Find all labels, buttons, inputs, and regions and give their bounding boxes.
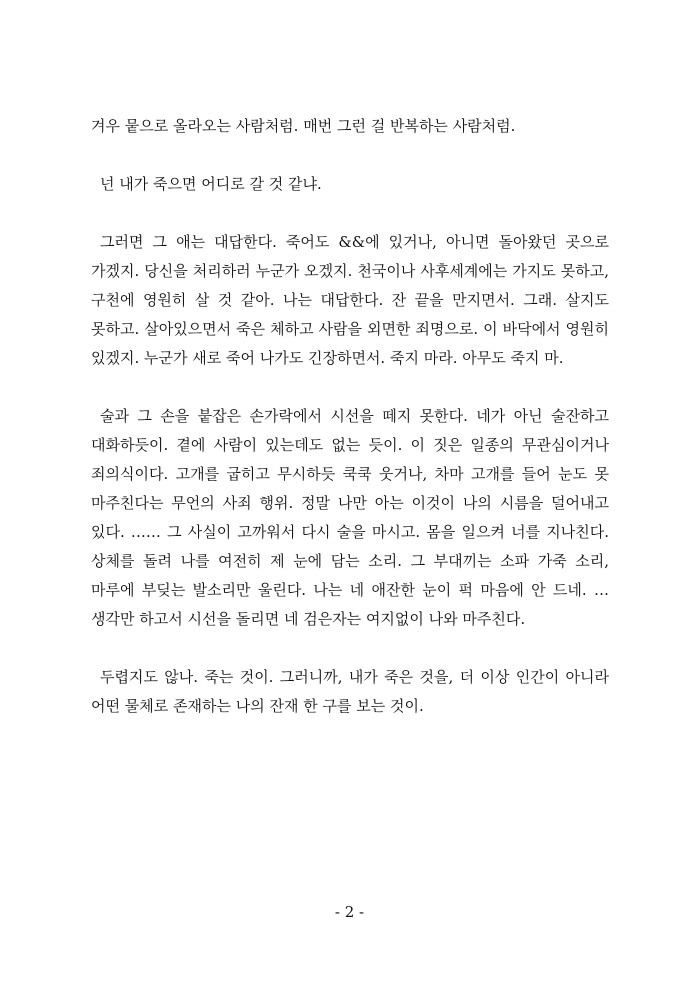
paragraph-spacer: [91, 141, 609, 170]
paragraph-spacer: [91, 373, 609, 402]
paragraph-4: 술과 그 손을 붙잡은 손가락에서 시선을 떼지 못한다. 네가 아닌 술잔하고 대화하듯이. 곁에 사람이 있는데도 없는 듯이. 이 짓은 일종의 무관심이거나 죄의식이다. 고개를 굽히고 무시하듯 쿡쿡 웃거나, 차마 고개를 들어 눈도 못 마주친다는 무언의 사죄 행위. 정말 나만 아는 이것이 나의 시름을 덜어내고 있다. …… 그 사실이 고까워서 다시 술을 마시고. 몸을 일으켜 너를 지나친다. 상체를 돌려 나를 여전히 제 눈에 담는 소리. 그 부대끼는 소파 가죽 소리, 마루에 부딪는 발소리만 울린다. 나는 네 애잔한 눈이 퍽 마음에 안 드네. … 생각만 하고서 시선을 돌리면 네 검은자는 여지없이 나와 마주친다.: [91, 407, 609, 628]
page-number: - 2 -: [334, 903, 365, 921]
paragraph-2: 넌 내가 죽으면 어디로 갈 것 같냐.: [100, 175, 322, 193]
paragraph-1: 겨우 뭍으로 올라오는 사람처럼. 매번 그런 걸 반복하는 사람처럼.: [91, 117, 516, 135]
paragraph-spacer: [91, 634, 609, 663]
paragraph-3: 그러면 그 애는 대답한다. 죽어도 &&에 있거나, 아니면 돌아왔던 곳으로 가겠지. 당신을 처리하러 누군가 오겠지. 천국이나 사후세계에는 가지도 못하고, 구천에 영원히 살 것 같아. 나는 대답한다. 잔 끝을 만지면서. 그래. 살지도 못하고. 살아있으면서 죽은 체하고 사람을 외면한 죄명으로. 이 바닥에서 영원히 있겠지. 누군가 새로 죽어 나가도 긴장하면서. 죽지 마라. 아무도 죽지 마.: [91, 233, 609, 367]
document-body: [91, 112, 609, 721]
paragraph-spacer: [91, 199, 609, 228]
paragraph-5: 두렵지도 않나. 죽는 것이. 그러니까, 내가 죽은 것을, 더 이상 인간이 아니라 어떤 물체로 존재하는 나의 잔재 한 구를 보는 것이.: [91, 668, 609, 715]
